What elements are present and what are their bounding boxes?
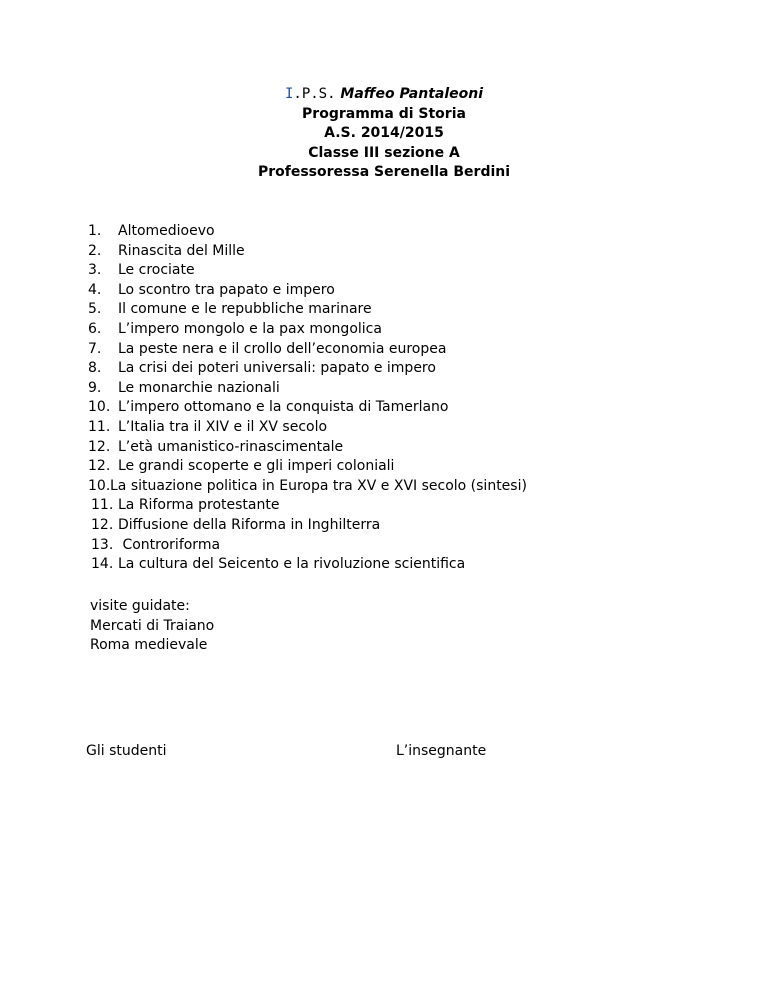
list-item xyxy=(88,477,527,497)
list-item xyxy=(88,555,527,575)
list-item xyxy=(88,398,527,418)
list-item xyxy=(88,438,527,458)
list-item xyxy=(88,457,527,477)
visit-item: Roma medievale xyxy=(90,637,208,654)
list-item xyxy=(88,379,527,399)
item-number: 12. xyxy=(91,516,114,533)
item-text: Le monarchie nazionali xyxy=(118,379,280,396)
item-number: 4. xyxy=(88,281,102,298)
item-number: 14. xyxy=(91,556,114,573)
item-number: 7. xyxy=(88,340,102,357)
topic-list xyxy=(88,222,527,575)
school-initial: I xyxy=(284,86,294,102)
item-text: La crisi dei poteri universali: papato e impero xyxy=(118,360,436,377)
class-section: Classe III sezione A xyxy=(308,144,460,161)
list-item xyxy=(88,418,527,438)
item-number: 1. xyxy=(88,223,102,239)
school-year: A.S. 2014/2015 xyxy=(324,125,444,141)
school-line xyxy=(0,85,768,105)
item-number: 11. xyxy=(91,497,114,514)
item-number: 10. xyxy=(88,477,111,494)
item-text: Le grandi scoperte e gli imperi coloniali xyxy=(118,458,395,475)
item-number: 3. xyxy=(88,262,102,279)
item-number: 2. xyxy=(88,242,102,259)
document-header xyxy=(0,85,768,183)
item-number: 11. xyxy=(88,418,111,435)
list-item xyxy=(88,516,527,536)
teacher-signature-label: L’insegnante xyxy=(396,743,487,759)
item-number: 12. xyxy=(88,458,111,475)
teacher-name: Professoressa Serenella Berdini xyxy=(257,164,511,180)
visit-item: Mercati di Traiano xyxy=(90,617,215,634)
item-text: L’Italia tra il XIV e il XV secolo xyxy=(118,418,328,435)
list-item xyxy=(88,359,527,379)
school-prefix: .P.S. xyxy=(293,86,336,102)
list-item xyxy=(88,242,527,262)
list-item xyxy=(88,261,527,281)
guided-visits xyxy=(90,597,214,656)
list-item xyxy=(88,300,527,320)
program-title: Programma di Storia xyxy=(302,105,466,122)
item-text: Altomedioevo xyxy=(118,223,215,239)
item-text: Controriforma xyxy=(118,536,221,553)
item-text: Il comune e le repubbliche marinare xyxy=(118,301,372,318)
item-number: 13. xyxy=(91,536,114,553)
students-signature-label: Gli studenti xyxy=(86,743,167,759)
item-text: Le crociate xyxy=(118,262,195,279)
item-text: La situazione politica in Europa tra XV e XVI secolo (sintesi) xyxy=(110,477,527,494)
visits-label: visite guidate: xyxy=(90,598,190,614)
item-text: La cultura del Seicento e la rivoluzione scientifica xyxy=(118,556,466,573)
list-item xyxy=(88,340,527,360)
list-item xyxy=(88,222,527,242)
item-number: 5. xyxy=(88,301,102,318)
item-text: L’età umanistico-rinascimentale xyxy=(118,438,344,455)
list-item xyxy=(88,536,527,556)
list-item xyxy=(88,320,527,340)
item-number: 6. xyxy=(88,320,102,337)
list-item xyxy=(88,281,527,301)
item-number: 8. xyxy=(88,360,102,377)
item-text: Diffusione della Riforma in Inghilterra xyxy=(118,516,381,533)
item-number: 10. xyxy=(88,399,111,416)
list-item xyxy=(88,496,527,516)
item-text: L’impero ottomano e la conquista di Tamerlano xyxy=(118,399,449,416)
item-text: Rinascita del Mille xyxy=(118,242,245,259)
item-text: L’impero mongolo e la pax mongolica xyxy=(118,320,382,337)
school-name: Maffeo Pantaleoni xyxy=(340,86,484,102)
item-text: La Riforma protestante xyxy=(118,497,280,514)
item-text: La peste nera e il crollo dell’economia europea xyxy=(118,340,447,357)
item-number: 12. xyxy=(88,438,111,455)
item-number: 9. xyxy=(88,379,102,396)
item-text: Lo scontro tra papato e impero xyxy=(118,281,335,298)
